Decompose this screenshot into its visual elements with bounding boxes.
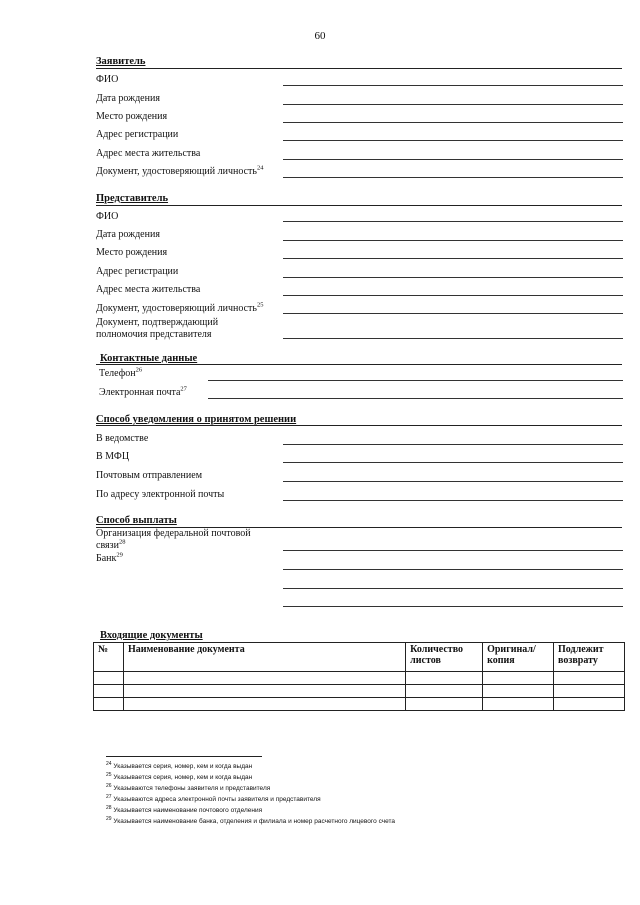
footnote-26: $^{26}$ Указываются телефоны заявителя и представителя [106, 782, 271, 792]
applicant-id-doc-field[interactable] [283, 177, 623, 178]
section-rule [96, 68, 622, 69]
applicant-id-doc-label: Документ, удостоверяющий личность$^{24}$ [96, 164, 264, 177]
footnote-27: $^{27}$ Указываются адреса электронной почты заявителя и представителя [106, 793, 321, 803]
notify-department-field[interactable] [283, 444, 623, 445]
applicant-residence-field[interactable] [283, 159, 623, 160]
applicant-fio-label: ФИО [96, 74, 119, 85]
notify-mfc-field[interactable] [283, 462, 623, 463]
applicant-birthplace-field[interactable] [283, 122, 623, 123]
section-rule [96, 364, 622, 365]
col-number-header: № [94, 643, 124, 672]
representative-section-title: Представитель [96, 193, 169, 204]
footnote-24: $^{24}$ Указывается серия, номер, кем и когда выдан [106, 760, 253, 770]
phone-field[interactable] [208, 380, 623, 381]
applicant-residence-label: Адрес места жительства [96, 148, 201, 159]
rep-birthdate-field[interactable] [283, 240, 623, 241]
rep-registration-field[interactable] [283, 277, 623, 278]
table-cell[interactable] [94, 685, 124, 698]
table-cell[interactable] [406, 698, 483, 711]
table-cell[interactable] [483, 698, 554, 711]
email-field[interactable] [208, 398, 623, 399]
rep-authority-field[interactable] [283, 338, 623, 339]
table-row [94, 672, 625, 685]
notify-post-field[interactable] [283, 481, 623, 482]
section-rule [96, 425, 622, 426]
table-cell[interactable] [483, 685, 554, 698]
rep-fio-field[interactable] [283, 221, 623, 222]
rep-authority-label-line2: полномочия представителя [96, 329, 212, 340]
incoming-docs-table [93, 642, 625, 711]
rep-authority-label-line1: Документ, подтверждающий [96, 317, 219, 328]
notify-email-label: По адресу электронной почты [96, 489, 225, 500]
notify-department-label: В ведомстве [96, 433, 149, 444]
rep-registration-label: Адрес регистрации [96, 266, 179, 277]
rep-birthdate-label: Дата рождения [96, 229, 160, 240]
footnote-25: $^{25}$ Указывается серия, номер, кем и когда выдан [106, 771, 253, 781]
applicant-birthdate-label: Дата рождения [96, 93, 160, 104]
payment-extra-field[interactable] [283, 606, 623, 607]
notify-mfc-label: В МФЦ [96, 451, 130, 462]
notification-section-title: Способ уведомления о принятом решении [96, 414, 297, 425]
notify-email-field[interactable] [283, 500, 623, 501]
applicant-fio-field[interactable] [283, 85, 623, 86]
contacts-section-title: Контактные данные [100, 353, 198, 364]
payment-section-title: Способ выплаты [96, 515, 177, 526]
footnote-divider [106, 756, 262, 757]
table-row [94, 685, 625, 698]
table-header-row [94, 643, 625, 672]
payment-postal-field[interactable] [283, 550, 623, 551]
col-return-header: Подлежит возврату [554, 643, 625, 672]
applicant-birthdate-field[interactable] [283, 104, 623, 105]
table-cell[interactable] [406, 685, 483, 698]
rep-residence-field[interactable] [283, 295, 623, 296]
table-cell[interactable] [123, 685, 405, 698]
section-rule [96, 205, 622, 206]
rep-id-doc-label: Документ, удостоверяющий личность$^{25}$ [96, 301, 264, 314]
table-cell[interactable] [554, 672, 625, 685]
table-cell[interactable] [554, 698, 625, 711]
incoming-docs-title: Входящие документы [100, 630, 203, 641]
footnote-29: $^{29}$ Указывается наименование банка, отделения и филиала и номер расчетного лицевого счета [106, 815, 396, 825]
payment-bank-label: Банк$^{29}$ [96, 551, 123, 564]
email-label: Электронная почта$^{27}$ [99, 385, 187, 398]
rep-birthplace-field[interactable] [283, 258, 623, 259]
table-cell[interactable] [123, 672, 405, 685]
table-cell[interactable] [483, 672, 554, 685]
applicant-birthplace-label: Место рождения [96, 111, 168, 122]
table-cell[interactable] [123, 698, 405, 711]
rep-fio-label: ФИО [96, 211, 119, 222]
table-cell[interactable] [94, 698, 124, 711]
page-number: 60 [314, 30, 326, 42]
payment-postal-label-line1: Организация федеральной почтовой [96, 528, 251, 539]
table-cell[interactable] [94, 672, 124, 685]
phone-label: Телефон$^{26}$ [99, 366, 143, 379]
col-original-copy-header: Оригинал/ копия [483, 643, 554, 672]
table-row [94, 698, 625, 711]
rep-residence-label: Адрес места жительства [96, 284, 201, 295]
rep-id-doc-field[interactable] [283, 313, 623, 314]
table-cell[interactable] [406, 672, 483, 685]
applicant-registration-field[interactable] [283, 140, 623, 141]
applicant-section-title: Заявитель [96, 56, 146, 67]
payment-postal-label-line2: связи$^{28}$ [96, 538, 126, 551]
rep-birthplace-label: Место рождения [96, 247, 168, 258]
applicant-registration-label: Адрес регистрации [96, 129, 179, 140]
col-sheets-header: Количество листов [406, 643, 483, 672]
payment-bank-field[interactable] [283, 569, 623, 570]
col-doc-name-header: Наименование документа [123, 643, 405, 672]
footnote-28: $^{28}$ Указывается наименование почтового отделения [106, 804, 263, 814]
notify-post-label: Почтовым отправлением [96, 470, 203, 481]
table-cell[interactable] [554, 685, 625, 698]
payment-extra-field[interactable] [283, 588, 623, 589]
